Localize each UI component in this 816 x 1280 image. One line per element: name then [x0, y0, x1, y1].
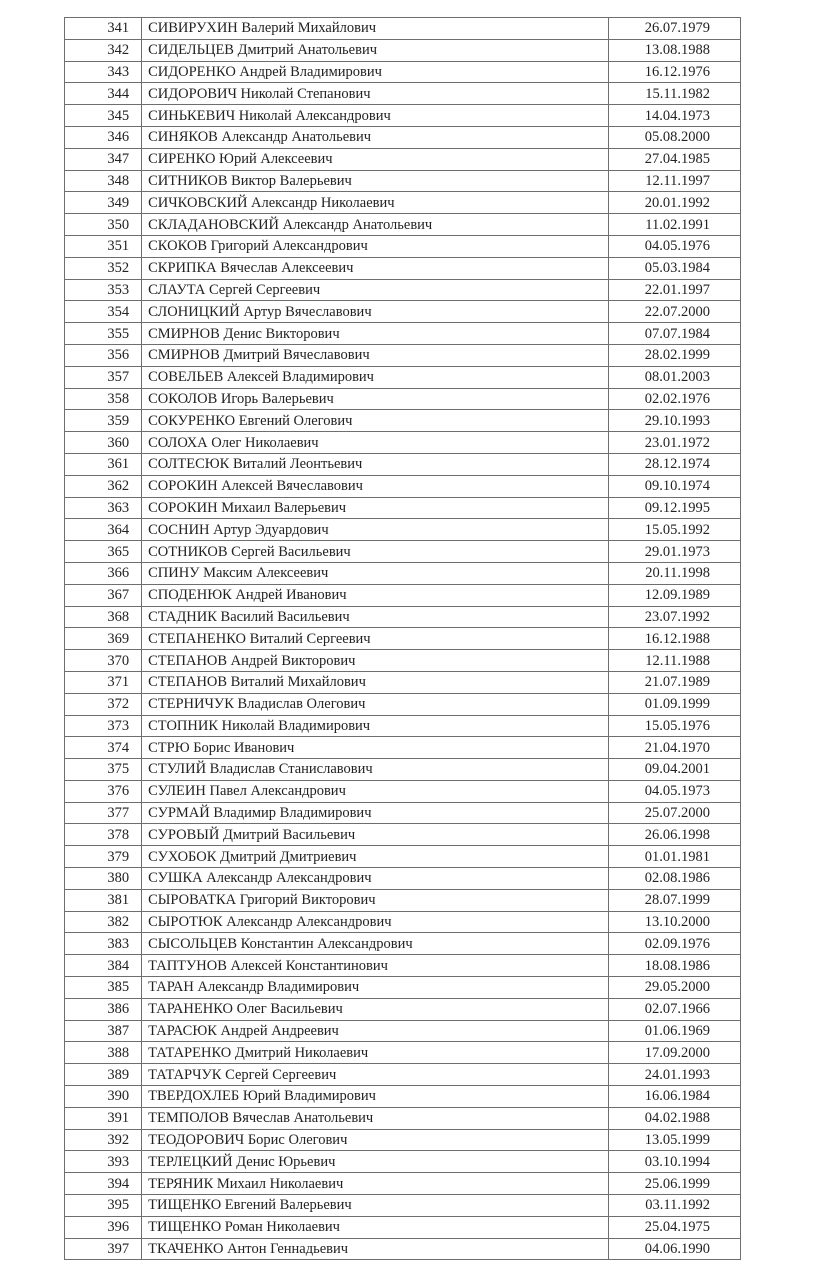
table-row	[65, 105, 741, 127]
row-number: 392	[65, 1129, 142, 1151]
birth-date: 09.12.1995	[608, 497, 740, 519]
row-number: 373	[65, 715, 142, 737]
person-full-name: ТАТАРЕНКО Дмитрий Николаевич	[142, 1042, 609, 1064]
table-row	[65, 344, 741, 366]
person-full-name: СКЛАДАНОВСКИЙ Александр Анатольевич	[142, 214, 609, 236]
table-row	[65, 911, 741, 933]
table-row	[65, 584, 741, 606]
row-number: 372	[65, 693, 142, 715]
row-number: 375	[65, 759, 142, 781]
table-row	[65, 1042, 741, 1064]
persons-table	[64, 17, 741, 1260]
table-row	[65, 235, 741, 257]
birth-date: 02.08.1986	[608, 868, 740, 890]
row-number: 360	[65, 432, 142, 454]
row-number: 379	[65, 846, 142, 868]
birth-date: 15.05.1976	[608, 715, 740, 737]
person-full-name: ТЕРЛЕЦКИЙ Денис Юрьевич	[142, 1151, 609, 1173]
row-number: 364	[65, 519, 142, 541]
table-row	[65, 148, 741, 170]
row-number: 361	[65, 453, 142, 475]
birth-date: 21.07.1989	[608, 671, 740, 693]
person-full-name: СЫРОТЮК Александр Александрович	[142, 911, 609, 933]
person-full-name: ТАРАСЮК Андрей Андреевич	[142, 1020, 609, 1042]
table-row	[65, 1173, 741, 1195]
birth-date: 05.08.2000	[608, 126, 740, 148]
person-full-name: СИДЕЛЬЦЕВ Дмитрий Анатольевич	[142, 39, 609, 61]
table-row	[65, 1238, 741, 1260]
person-full-name: СУРОВЫЙ Дмитрий Васильевич	[142, 824, 609, 846]
birth-date: 03.11.1992	[608, 1195, 740, 1217]
row-number: 345	[65, 105, 142, 127]
person-full-name: СОРОКИН Алексей Вячеславович	[142, 475, 609, 497]
table-row	[65, 802, 741, 824]
row-number: 380	[65, 868, 142, 890]
person-full-name: СЫРОВАТКА Григорий Викторович	[142, 889, 609, 911]
birth-date: 02.09.1976	[608, 933, 740, 955]
person-full-name: СТЕПАНЕНКО Виталий Сергеевич	[142, 628, 609, 650]
table-row	[65, 1151, 741, 1173]
birth-date: 26.06.1998	[608, 824, 740, 846]
table-row	[65, 18, 741, 40]
row-number: 384	[65, 955, 142, 977]
row-number: 381	[65, 889, 142, 911]
person-full-name: СИДОРЕНКО Андрей Владимирович	[142, 61, 609, 83]
person-full-name: ТИЩЕНКО Евгений Валерьевич	[142, 1195, 609, 1217]
row-number: 342	[65, 39, 142, 61]
person-full-name: СКОКОВ Григорий Александрович	[142, 235, 609, 257]
person-full-name: СПИНУ Максим Алексеевич	[142, 562, 609, 584]
row-number: 356	[65, 344, 142, 366]
birth-date: 12.11.1997	[608, 170, 740, 192]
person-full-name: СИВИРУХИН Валерий Михайлович	[142, 18, 609, 40]
birth-date: 12.11.1988	[608, 650, 740, 672]
row-number: 348	[65, 170, 142, 192]
row-number: 397	[65, 1238, 142, 1260]
birth-date: 16.12.1988	[608, 628, 740, 650]
row-number: 341	[65, 18, 142, 40]
birth-date: 07.07.1984	[608, 323, 740, 345]
person-full-name: ТВЕРДОХЛЕБ Юрий Владимирович	[142, 1086, 609, 1108]
table-row	[65, 671, 741, 693]
table-row	[65, 192, 741, 214]
table-row	[65, 541, 741, 563]
birth-date: 25.06.1999	[608, 1173, 740, 1195]
row-number: 391	[65, 1107, 142, 1129]
person-full-name: СОКУРЕНКО Евгений Олегович	[142, 410, 609, 432]
row-number: 357	[65, 366, 142, 388]
person-full-name: СМИРНОВ Денис Викторович	[142, 323, 609, 345]
birth-date: 26.07.1979	[608, 18, 740, 40]
birth-date: 28.12.1974	[608, 453, 740, 475]
table-row	[65, 497, 741, 519]
birth-date: 04.05.1973	[608, 780, 740, 802]
table-row	[65, 214, 741, 236]
row-number: 374	[65, 737, 142, 759]
birth-date: 08.01.2003	[608, 366, 740, 388]
table-row	[65, 933, 741, 955]
birth-date: 13.10.2000	[608, 911, 740, 933]
birth-date: 25.04.1975	[608, 1216, 740, 1238]
birth-date: 03.10.1994	[608, 1151, 740, 1173]
birth-date: 23.07.1992	[608, 606, 740, 628]
table-row	[65, 1107, 741, 1129]
table-row	[65, 889, 741, 911]
table-row	[65, 519, 741, 541]
table-row	[65, 1086, 741, 1108]
person-full-name: ТКАЧЕНКО Антон Геннадьевич	[142, 1238, 609, 1260]
birth-date: 15.11.1982	[608, 83, 740, 105]
row-number: 350	[65, 214, 142, 236]
birth-date: 04.05.1976	[608, 235, 740, 257]
row-number: 377	[65, 802, 142, 824]
person-full-name: СОЛТЕСЮК Виталий Леонтьевич	[142, 453, 609, 475]
table-row	[65, 279, 741, 301]
row-number: 390	[65, 1086, 142, 1108]
birth-date: 04.06.1990	[608, 1238, 740, 1260]
table-row	[65, 824, 741, 846]
person-full-name: СИЧКОВСКИЙ Александр Николаевич	[142, 192, 609, 214]
table-row	[65, 1216, 741, 1238]
birth-date: 13.05.1999	[608, 1129, 740, 1151]
table-row	[65, 1020, 741, 1042]
table-row	[65, 39, 741, 61]
person-full-name: СТАДНИК Василий Васильевич	[142, 606, 609, 628]
person-full-name: СУШКА Александр Александрович	[142, 868, 609, 890]
person-full-name: ТАТАРЧУК Сергей Сергеевич	[142, 1064, 609, 1086]
birth-date: 01.01.1981	[608, 846, 740, 868]
table-row	[65, 998, 741, 1020]
row-number: 346	[65, 126, 142, 148]
table-row	[65, 126, 741, 148]
table-row	[65, 475, 741, 497]
person-full-name: СОСНИН Артур Эдуардович	[142, 519, 609, 541]
table-row	[65, 846, 741, 868]
table-row	[65, 170, 741, 192]
row-number: 376	[65, 780, 142, 802]
birth-date: 11.02.1991	[608, 214, 740, 236]
person-full-name: СИНЯКОВ Александр Анатольевич	[142, 126, 609, 148]
row-number: 370	[65, 650, 142, 672]
birth-date: 20.11.1998	[608, 562, 740, 584]
row-number: 365	[65, 541, 142, 563]
table-row	[65, 562, 741, 584]
birth-date: 02.07.1966	[608, 998, 740, 1020]
row-number: 386	[65, 998, 142, 1020]
row-number: 382	[65, 911, 142, 933]
row-number: 366	[65, 562, 142, 584]
birth-date: 29.01.1973	[608, 541, 740, 563]
table-row	[65, 1064, 741, 1086]
row-number: 367	[65, 584, 142, 606]
person-full-name: СИНЬКЕВИЧ Николай Александрович	[142, 105, 609, 127]
table-row	[65, 61, 741, 83]
person-full-name: СОВЕЛЬЕВ Алексей Владимирович	[142, 366, 609, 388]
person-full-name: ТАРАНЕНКО Олег Васильевич	[142, 998, 609, 1020]
row-number: 378	[65, 824, 142, 846]
row-number: 368	[65, 606, 142, 628]
table-row	[65, 83, 741, 105]
birth-date: 24.01.1993	[608, 1064, 740, 1086]
row-number: 395	[65, 1195, 142, 1217]
person-full-name: СТЕРНИЧУК Владислав Олегович	[142, 693, 609, 715]
person-full-name: ТАПТУНОВ Алексей Константинович	[142, 955, 609, 977]
person-full-name: ТИЩЕНКО Роман Николаевич	[142, 1216, 609, 1238]
person-full-name: СУРМАЙ Владимир Владимирович	[142, 802, 609, 824]
person-full-name: СОТНИКОВ Сергей Васильевич	[142, 541, 609, 563]
table-row	[65, 323, 741, 345]
row-number: 358	[65, 388, 142, 410]
person-full-name: ТЕОДОРОВИЧ Борис Олегович	[142, 1129, 609, 1151]
birth-date: 05.03.1984	[608, 257, 740, 279]
birth-date: 22.01.1997	[608, 279, 740, 301]
row-number: 344	[65, 83, 142, 105]
person-full-name: СОРОКИН Михаил Валерьевич	[142, 497, 609, 519]
person-full-name: СИДОРОВИЧ Николай Степанович	[142, 83, 609, 105]
row-number: 343	[65, 61, 142, 83]
row-number: 362	[65, 475, 142, 497]
birth-date: 02.02.1976	[608, 388, 740, 410]
birth-date: 28.02.1999	[608, 344, 740, 366]
person-full-name: СУХОБОК Дмитрий Дмитриевич	[142, 846, 609, 868]
person-full-name: СОКОЛОВ Игорь Валерьевич	[142, 388, 609, 410]
birth-date: 21.04.1970	[608, 737, 740, 759]
person-full-name: СТОПНИК Николай Владимирович	[142, 715, 609, 737]
person-full-name: СТУЛИЙ Владислав Станиславович	[142, 759, 609, 781]
birth-date: 16.06.1984	[608, 1086, 740, 1108]
row-number: 369	[65, 628, 142, 650]
birth-date: 09.04.2001	[608, 759, 740, 781]
table-row	[65, 432, 741, 454]
table-row	[65, 650, 741, 672]
table-row	[65, 715, 741, 737]
person-full-name: СУЛЕИН Павел Александрович	[142, 780, 609, 802]
birth-date: 01.06.1969	[608, 1020, 740, 1042]
birth-date: 09.10.1974	[608, 475, 740, 497]
birth-date: 22.07.2000	[608, 301, 740, 323]
row-number: 383	[65, 933, 142, 955]
row-number: 351	[65, 235, 142, 257]
table-row	[65, 955, 741, 977]
birth-date: 29.05.2000	[608, 977, 740, 999]
birth-date: 01.09.1999	[608, 693, 740, 715]
person-full-name: СЛОНИЦКИЙ Артур Вячеславович	[142, 301, 609, 323]
row-number: 393	[65, 1151, 142, 1173]
table-row	[65, 388, 741, 410]
birth-date: 20.01.1992	[608, 192, 740, 214]
birth-date: 14.04.1973	[608, 105, 740, 127]
person-full-name: СЫСОЛЬЦЕВ Константин Александрович	[142, 933, 609, 955]
table-row	[65, 1129, 741, 1151]
birth-date: 28.07.1999	[608, 889, 740, 911]
row-number: 371	[65, 671, 142, 693]
birth-date: 27.04.1985	[608, 148, 740, 170]
row-number: 389	[65, 1064, 142, 1086]
row-number: 349	[65, 192, 142, 214]
person-full-name: ТЕРЯНИК Михаил Николаевич	[142, 1173, 609, 1195]
person-full-name: СИТНИКОВ Виктор Валерьевич	[142, 170, 609, 192]
row-number: 353	[65, 279, 142, 301]
birth-date: 23.01.1972	[608, 432, 740, 454]
person-full-name: СЛАУТА Сергей Сергеевич	[142, 279, 609, 301]
birth-date: 13.08.1988	[608, 39, 740, 61]
row-number: 396	[65, 1216, 142, 1238]
birth-date: 25.07.2000	[608, 802, 740, 824]
table-row	[65, 257, 741, 279]
table-row	[65, 1195, 741, 1217]
person-full-name: СОЛОХА Олег Николаевич	[142, 432, 609, 454]
birth-date: 12.09.1989	[608, 584, 740, 606]
row-number: 363	[65, 497, 142, 519]
row-number: 388	[65, 1042, 142, 1064]
person-full-name: СКРИПКА Вячеслав Алексеевич	[142, 257, 609, 279]
birth-date: 16.12.1976	[608, 61, 740, 83]
person-full-name: ТЕМПОЛОВ Вячеслав Анатольевич	[142, 1107, 609, 1129]
birth-date: 18.08.1986	[608, 955, 740, 977]
person-full-name: СМИРНОВ Дмитрий Вячеславович	[142, 344, 609, 366]
table-body	[65, 18, 741, 1260]
table-row	[65, 868, 741, 890]
person-full-name: СИРЕНКО Юрий Алексеевич	[142, 148, 609, 170]
birth-date: 17.09.2000	[608, 1042, 740, 1064]
birth-date: 29.10.1993	[608, 410, 740, 432]
row-number: 352	[65, 257, 142, 279]
table-row	[65, 606, 741, 628]
person-full-name: СПОДЕНЮК Андрей Иванович	[142, 584, 609, 606]
birth-date: 04.02.1988	[608, 1107, 740, 1129]
row-number: 355	[65, 323, 142, 345]
table-row	[65, 453, 741, 475]
table-row	[65, 737, 741, 759]
person-full-name: СТЕПАНОВ Андрей Викторович	[142, 650, 609, 672]
table-row	[65, 780, 741, 802]
table-row	[65, 301, 741, 323]
person-full-name: СТРЮ Борис Иванович	[142, 737, 609, 759]
row-number: 394	[65, 1173, 142, 1195]
birth-date: 15.05.1992	[608, 519, 740, 541]
person-full-name: ТАРАН Александр Владимирович	[142, 977, 609, 999]
row-number: 354	[65, 301, 142, 323]
row-number: 347	[65, 148, 142, 170]
row-number: 359	[65, 410, 142, 432]
row-number: 385	[65, 977, 142, 999]
table-row	[65, 410, 741, 432]
table-row	[65, 693, 741, 715]
row-number: 387	[65, 1020, 142, 1042]
person-full-name: СТЕПАНОВ Виталий Михайлович	[142, 671, 609, 693]
table-row	[65, 366, 741, 388]
table-row	[65, 759, 741, 781]
table-row	[65, 628, 741, 650]
table-row	[65, 977, 741, 999]
